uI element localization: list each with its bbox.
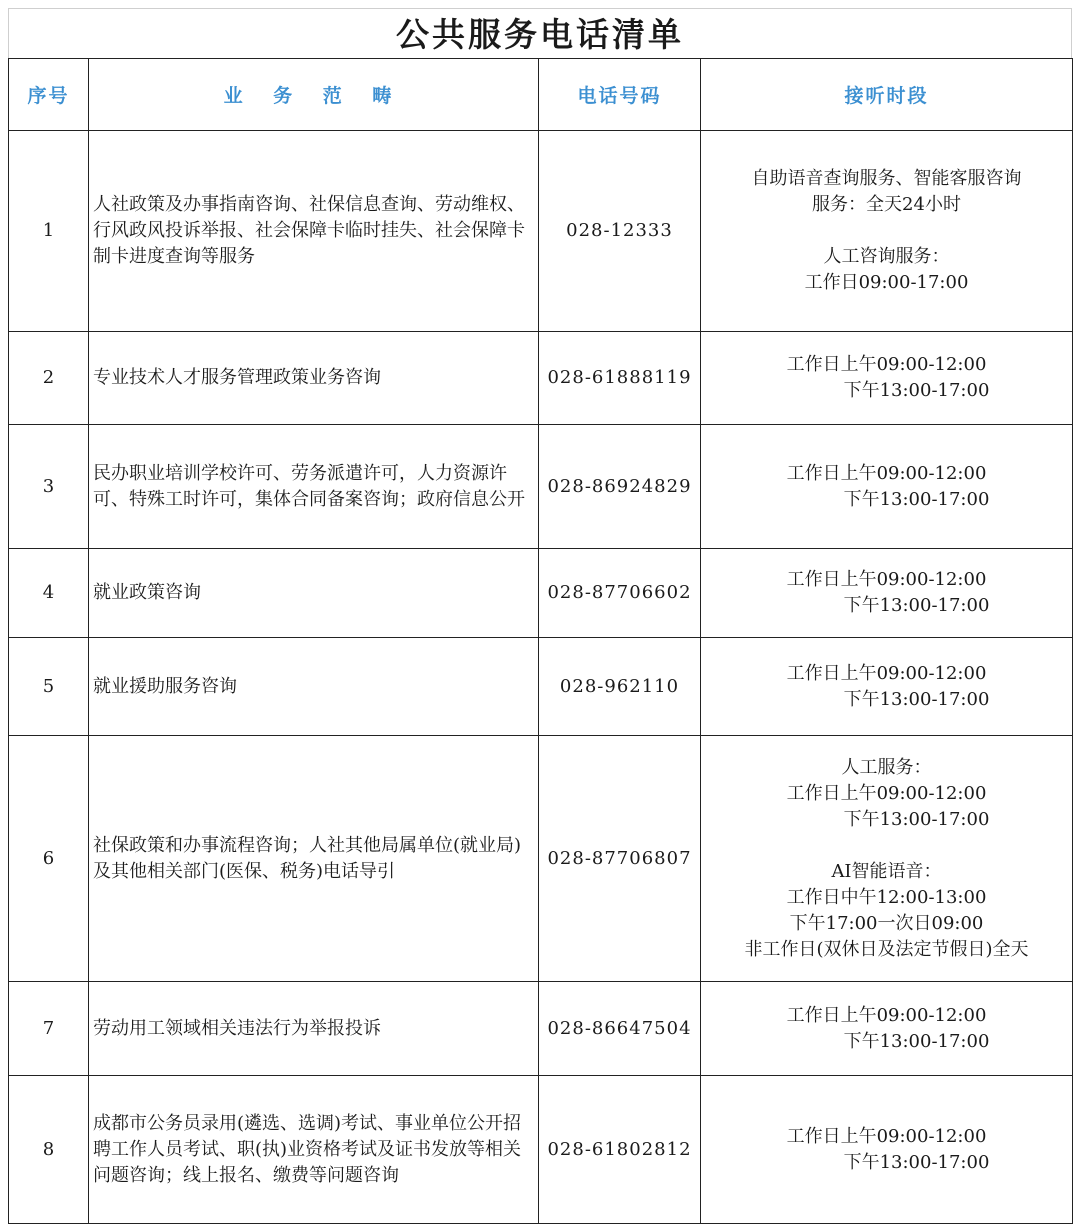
row-hours [701,425,1073,549]
row-scope: 人社政策及办事指南咨询、社保信息查询、劳动维权、行风政风投诉举报、社会保障卡临时挂失、社会保障卡制卡进度查询等服务 [89,131,539,332]
hours-line: 非工作日(双休日及法定节假日)全天 [744,938,1029,960]
table-row [9,131,1073,332]
hours-line: 下午13:00-17:00 [843,488,990,510]
row-phone: 028-87706807 [539,736,701,982]
row-hours [701,982,1073,1076]
table-row [9,1076,1073,1224]
header-hours: 接听时段 [701,59,1073,131]
row-hours [701,549,1073,638]
hours-line: 下午13:00-17:00 [843,808,990,830]
hours-line: AI智能语音： [831,860,942,882]
row-scope: 社保政策和办事流程咨询；人社其他局属单位(就业局)及其他相关部门(医保、税务)电话导引 [89,736,539,982]
hours-line: 工作日09:00-17:00 [804,272,969,293]
hours-spacer [705,218,1068,244]
table-row [9,425,1073,549]
row-scope: 专业技术人才服务管理政策业务咨询 [89,332,539,425]
row-index: 8 [9,1076,89,1224]
hours-line: 工作日中午12:00-13:00 [786,886,987,908]
hours-line: 工作日上午09:00-12:00 [786,1125,987,1147]
row-hours [701,131,1073,332]
hours-spacer [705,833,1068,859]
row-hours [701,332,1073,425]
hours-line: 自助语音查询服务、智能客服咨询 [751,168,1022,189]
row-hours [701,736,1073,982]
hours-line: 下午17:00一次日09:00 [789,912,984,934]
hours-line: 人工咨询服务： [823,246,950,267]
hours-line: 工作日上午09:00-12:00 [786,354,987,375]
hours-line: 下午13:00-17:00 [843,1151,990,1173]
table-row [9,549,1073,638]
row-phone: 028-12333 [539,131,701,332]
header-scope: 业 务 范 畴 [89,59,539,131]
row-phone: 028-86647504 [539,982,701,1076]
page-title: 公共服务电话清单 [8,8,1072,58]
hours-line: 人工服务： [841,756,932,778]
row-phone: 028-61802812 [539,1076,701,1224]
service-phone-table [8,58,1073,1224]
row-index: 6 [9,736,89,982]
table-row [9,332,1073,425]
row-phone: 028-962110 [539,638,701,736]
row-index: 7 [9,982,89,1076]
header-index: 序号 [9,59,89,131]
hours-line: 下午13:00-17:00 [843,688,990,710]
hours-line: 下午13:00-17:00 [843,380,990,401]
row-phone: 028-87706602 [539,549,701,638]
row-scope: 民办职业培训学校许可、劳务派遣许可，人力资源许可、特殊工时许可，集体合同备案咨询；政府信息公开 [89,425,539,549]
row-hours [701,1076,1073,1224]
row-index: 1 [9,131,89,332]
hours-line: 工作日上午09:00-12:00 [786,1004,987,1026]
hours-line: 下午13:00-17:00 [843,1030,990,1052]
row-index: 2 [9,332,89,425]
row-phone: 028-86924829 [539,425,701,549]
table-row [9,736,1073,982]
row-index: 3 [9,425,89,549]
phone-list-document [8,8,1072,1224]
row-scope: 成都市公务员录用(遴选、选调)考试、事业单位公开招聘工作人员考试、职(执)业资格考试及证书发放等相关问题咨询；线上报名、缴费等问题咨询 [89,1076,539,1224]
hours-line: 工作日上午09:00-12:00 [786,462,987,484]
table-row [9,982,1073,1076]
header-row [9,59,1073,131]
row-scope: 就业援助服务咨询 [89,638,539,736]
header-phone: 电话号码 [539,59,701,131]
hours-line: 工作日上午09:00-12:00 [786,662,987,684]
row-scope: 就业政策咨询 [89,549,539,638]
hours-line: 工作日上午09:00-12:00 [786,782,987,804]
row-index: 4 [9,549,89,638]
row-scope: 劳动用工领域相关违法行为举报投诉 [89,982,539,1076]
row-hours [701,638,1073,736]
hours-line: 工作日上午09:00-12:00 [786,569,987,590]
hours-line: 服务：全天24小时 [812,194,961,215]
hours-line: 下午13:00-17:00 [843,595,990,616]
row-index: 5 [9,638,89,736]
row-phone: 028-61888119 [539,332,701,425]
table-row [9,638,1073,736]
